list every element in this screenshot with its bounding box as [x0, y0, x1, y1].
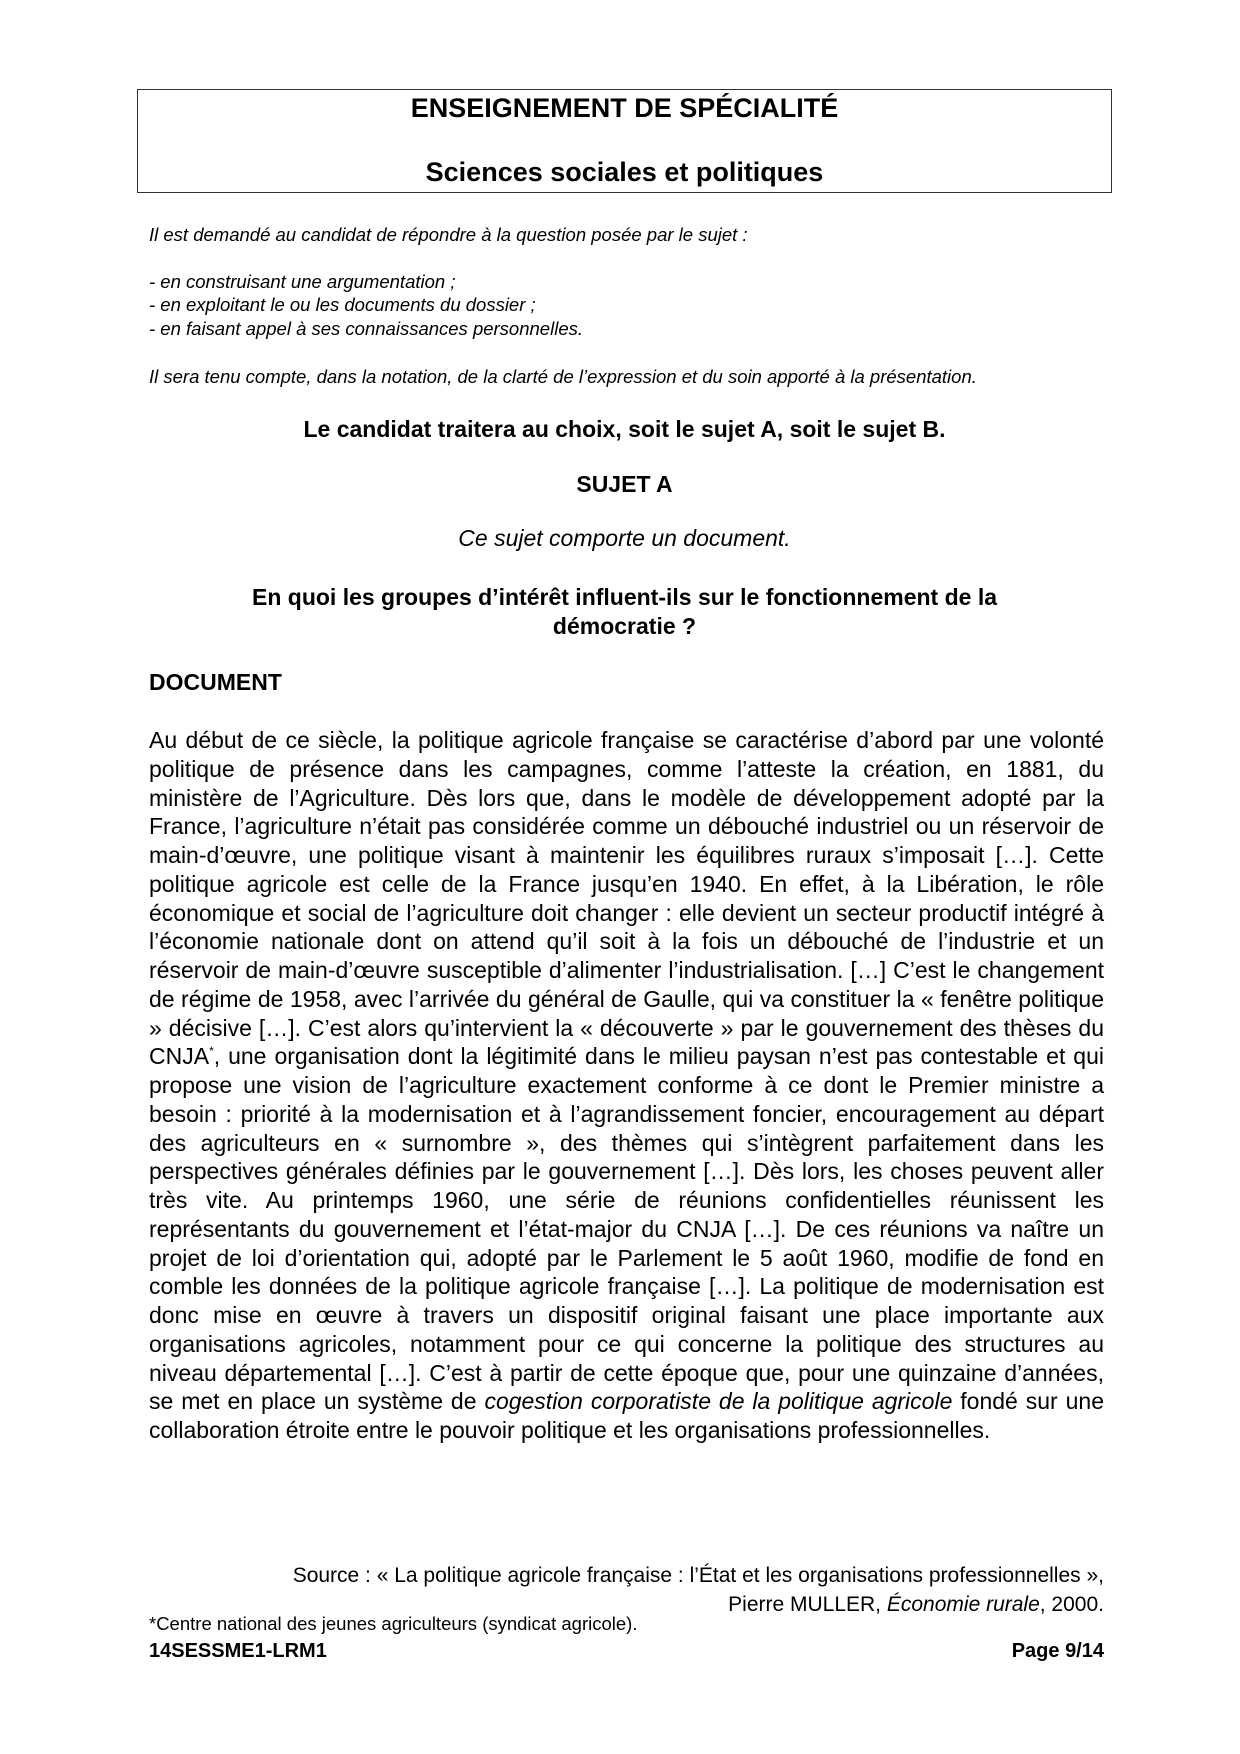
subject-label: SUJET A — [576, 471, 673, 497]
footnote-marker: * — [209, 1044, 214, 1059]
source-year: , 2000. — [1039, 1593, 1104, 1616]
document-text-part3: fondé sur une collaboration étroite entre le pouvoir politique et les organisations professionnelles. — [149, 1388, 1104, 1443]
instruction-item: - en exploitant le ou les documents du dossier ; — [149, 294, 536, 315]
document-text-italic: cogestion corporatiste de la politique agricole — [484, 1388, 953, 1415]
footnote: *Centre national des jeunes agriculteurs (syndicat agricole). — [149, 1613, 638, 1634]
question-line-2: démocratie ? — [552, 613, 697, 639]
instructions-note: Il sera tenu compte, dans la notation, de la clarté de l’expression et du soin apporté à la présentation. — [149, 366, 977, 387]
document-text — [149, 726, 1104, 1445]
source-journal: Économie rurale — [886, 1593, 1040, 1616]
subject-comment: Ce sujet comporte un document. — [458, 525, 791, 551]
question-line-1: En quoi les groupes d’intérêt influent-ils sur le fonctionnement de la — [251, 584, 998, 610]
header-box — [137, 89, 1112, 193]
document-text-part2: , une organisation dont la légitimité dans le milieu paysan n’est pas contestable et qui propose une vision de l’agriculture exactement conforme à ce dont le Premier ministre a besoin : priorité à la modernisation et à l’agrandissement foncier, encouragement au départ des agriculteurs en « surnombre », des thèmes qui s’intègrent parfaitement dans les perspectives générales définies par le gouvernement […]. Dès lors, les choses peuvent aller très vite. Au printemps 1960, une série de réunions confidentielles réunissent les représentants du gouvernement et l’état-major du CNJA […]. De ces réunions va naître un projet de loi d’orientation qui, adopté par le Parlement le 5 août 1960, modifie de fond en comble les données de la politique agricole française […]. La politique de modernisation est donc mise en œuvre à travers un dispositif original faisant une place importante aux organisations agricoles, notamment pour ce qui concerne la politique des structures au niveau départemental […]. C’est à partir de cette époque que, pour une quinzaine d’années, se met en place un système de — [149, 1043, 1104, 1415]
exam-code: 14SESSME1-LRM1 — [149, 1640, 327, 1662]
header-title: ENSEIGNEMENT DE SPÉCIALITÉ — [410, 93, 839, 123]
document-text-part1: Au début de ce siècle, la politique agricole française se caractérise d’abord par une volonté politique de présence dans les campagnes, comme l’atteste la création, en 1881, du ministère de l’Agriculture. Dès lors que, dans le modèle de développement adopté par la France, l’agriculture n’était pas considérée comme un débouché industriel ou un réservoir de main-d’œuvre, une politique visant à maintenir les équilibres ruraux s’imposait […]. Cette politique agricole est celle de la France jusqu’en 1940. En effet, à la Libération, le rôle économique et social de l’agriculture doit changer : elle devient un secteur productif intégré à l’économie nationale dont on attend qu’il soit à la fois un débouché de l’industrie et un réservoir de main-d’œuvre susceptible d’alimenter l’industrialisation. […] C’est le changement de régime de 1958, avec l’arrivée du général de Gaulle, qui va constituer la « fenêtre politique » décisive […]. C’est alors qu’intervient la « découverte » par le gouvernement des thèses du CNJA — [149, 727, 1104, 1070]
choice-statement: Le candidat traitera au choix, soit le sujet A, soit le sujet B. — [303, 416, 946, 442]
source-author: Pierre MULLER, — [728, 1593, 887, 1616]
source-line-1: Source : « La politique agricole française : l’État et les organisations professionnelles », — [292, 1564, 1104, 1587]
header-subtitle: Sciences sociales et politiques — [425, 157, 824, 187]
page-number: Page 9/14 — [1011, 1640, 1104, 1662]
instructions-intro: Il est demandé au candidat de répondre à la question posée par le sujet : — [149, 224, 748, 245]
document-label: DOCUMENT — [149, 669, 282, 695]
source-line-2 — [728, 1593, 1104, 1617]
instruction-item: - en faisant appel à ses connaissances personnelles. — [149, 318, 583, 339]
instruction-item: - en construisant une argumentation ; — [149, 271, 456, 292]
